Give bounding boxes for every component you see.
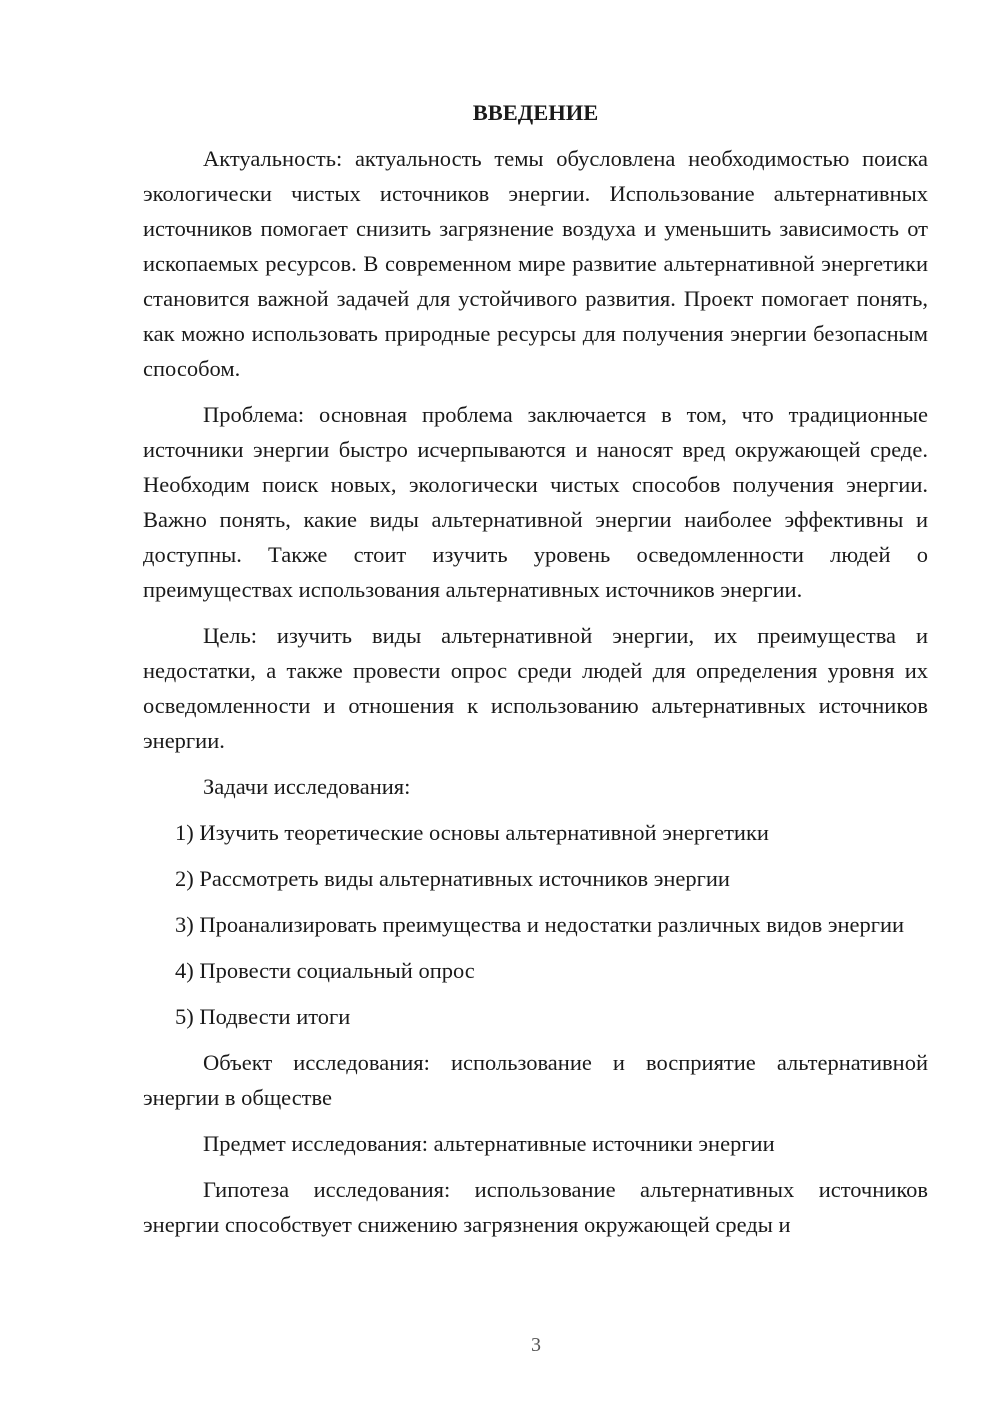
- paragraph-goal: Цель: изучить виды альтернативной энергии, их преимущества и недостатки, а также провести опрос среди людей для определения уровня их осведомленности и отношения к использованию альтернативных источников энергии.: [143, 623, 928, 753]
- paragraph-object: Объект исследования: использование и восприятие альтернативной энергии в обществе: [143, 1050, 928, 1110]
- page-number: 3: [531, 1334, 541, 1356]
- section-title: ВВЕДЕНИЕ: [472, 100, 599, 125]
- task-item-2: 2) Рассмотреть виды альтернативных источников энергии: [175, 866, 730, 891]
- paragraph-problem: Проблема: основная проблема заключается в том, что традиционные источники энергии быстро исчерпываются и наносят вред окружающей среде. Необходим поиск новых, экологически чистых способов получения энергии. Важно понять, какие виды альтернативной энергии наиболее эффективны и доступны. Также стоит изучить уровень осведомленности людей о преимуществах использования альтернативных источников энергии.: [143, 402, 928, 602]
- task-item-3: 3) Проанализировать преимущества и недостатки различных видов энергии: [175, 912, 905, 937]
- task-item-1: 1) Изучить теоретические основы альтернативной энергетики: [175, 820, 769, 845]
- document-body: [143, 95, 928, 1242]
- paragraph-subject: Предмет исследования: альтернативные источники энергии: [203, 1131, 775, 1156]
- paragraph-hypothesis: Гипотеза исследования: использование альтернативных источников энергии способствует снижению загрязнения окружающей среды и: [143, 1177, 928, 1237]
- tasks-heading: Задачи исследования:: [203, 774, 411, 799]
- task-item-4: 4) Провести социальный опрос: [175, 958, 475, 983]
- paragraph-relevance: Актуальность: актуальность темы обусловлена необходимостью поиска экологически чистых источников энергии. Использование альтернативных источников помогает снизить загрязнение воздуха и уменьшить зависимость от ископаемых ресурсов. В современном мире развитие альтернативной энергетики становится важной задачей для устойчивого развития. Проект помогает понять, как можно использовать природные ресурсы для получения энергии безопасным способом.: [143, 146, 928, 381]
- task-item-5: 5) Подвести итоги: [175, 1004, 351, 1029]
